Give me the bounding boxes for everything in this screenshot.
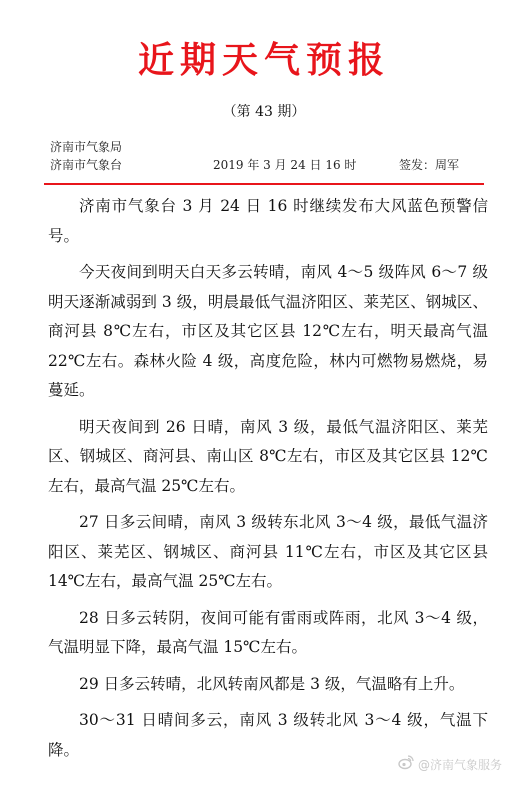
paragraph-day-28: 28 日多云转阴，夜间可能有雷雨或阵雨，北风 3～4 级，气温明显下降，最高气温 15℃左右。 bbox=[48, 608, 488, 656]
forecast-body bbox=[48, 192, 488, 772]
paragraph-day-27: 27 日多云间晴，南风 3 级转东北风 3～4 级，最低气温济阳区、莱芜区、钢城区、商河县 11℃左右，市区及其它区县 14℃左右，最高气温 25℃左右。 bbox=[48, 513, 488, 590]
paragraph-tonight-tomorrow: 今天夜间到明天白天多云转晴，南风 4～5 级阵风 6～7 级明天逐渐减弱到 3 级，明晨最低气温济阳区、莱芜区、钢城区、商河县 8℃左右，市区及其它区县 12℃左右，明天最高气温 22℃左右。森林火险 4 级，高度危险，林内可燃物易燃烧，易蔓延。 bbox=[48, 263, 488, 399]
paragraph-day-29: 29 日多云转晴，北风转南风都是 3 级，气温略有上升。 bbox=[79, 674, 465, 693]
paragraph-day-30-31: 30～31 日晴间多云，南风 3 级转北风 3～4 级，气温下降。 bbox=[48, 711, 488, 759]
issue-number: （第 43 期） bbox=[222, 104, 306, 120]
signer: 签发：周军 bbox=[399, 158, 460, 172]
issuing-observatory: 济南市气象台 bbox=[50, 158, 123, 172]
weibo-icon bbox=[398, 754, 414, 770]
issue-datetime: 2019 年 3 月 24 日 16 时 bbox=[213, 158, 357, 172]
issuing-bureau: 济南市气象局 bbox=[50, 140, 123, 154]
document-title: 近期天气预报 bbox=[137, 40, 390, 81]
paragraph-day-26: 明天夜间到 26 日晴，南风 3 级，最低气温济阳区、莱芜区、钢城区、商河县、南山区 8℃左右，市区及其它区县 12℃左右，最高气温 25℃左右。 bbox=[48, 417, 488, 495]
red-divider bbox=[44, 183, 484, 185]
watermark-text: @济南气象服务 bbox=[418, 758, 503, 772]
paragraph-warning: 济南市气象台 3 月 24 日 16 时继续发布大风蓝色预警信号。 bbox=[48, 197, 488, 245]
